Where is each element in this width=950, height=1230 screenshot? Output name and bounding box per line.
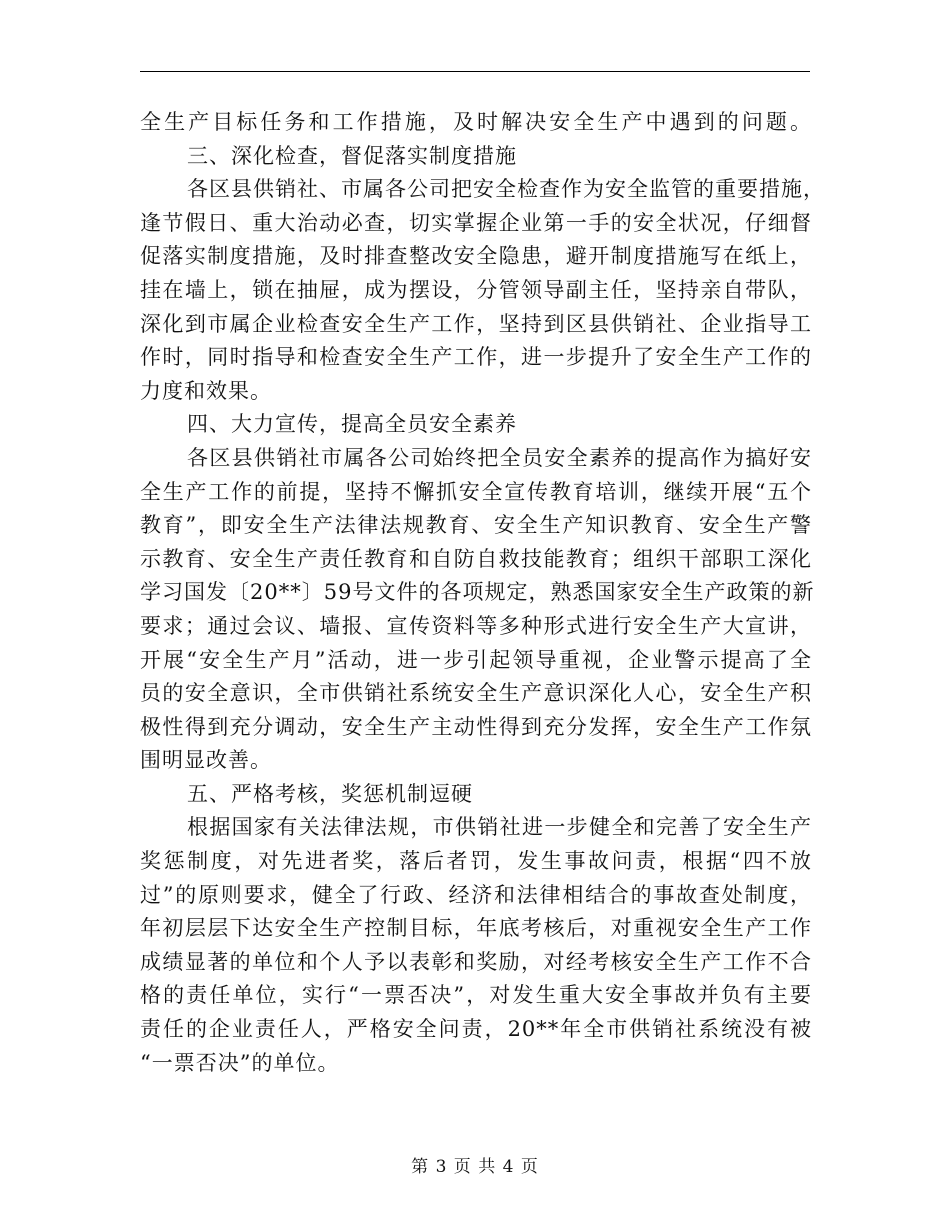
paragraph-line: 作时，同时指导和检查安全生产工作，进一步提升了安全生产工作的 <box>140 345 812 370</box>
paragraph-line: 成绩显著的单位和个人予以表彰和奖励，对经考核安全生产工作不合 <box>140 949 812 974</box>
paragraph-line: 全生产工作的前提，坚持不懈抓安全宣传教育培训，继续开展“五个 <box>140 479 812 504</box>
page-number: 第 3 页 共 4 页 <box>411 1157 539 1177</box>
paragraph-line: 员的安全意识，全市供销社系统安全生产意识深化人心，安全生产积 <box>140 681 812 706</box>
section-heading: 五、严格考核，奖惩机制逗硬 <box>187 781 473 806</box>
paragraph-line: 过”的原则要求，健全了行政、经济和法律相结合的事故查处制度， <box>140 882 812 907</box>
paragraph-line: 逢节假日、重大治动必查，切实掌握企业第一手的安全状况，仔细督 <box>140 210 812 235</box>
paragraph-line: 促落实制度措施，及时排查整改安全隐患，避开制度措施写在纸上， <box>140 244 812 269</box>
section-heading: 四、大力宣传，提高全员安全素养 <box>187 412 517 437</box>
paragraph-line: 围明显改善。 <box>140 748 272 773</box>
paragraph-line: 力度和效果。 <box>140 378 272 403</box>
paragraph-line: “一票否决”的单位。 <box>140 1050 340 1075</box>
paragraph-line: 年初层层下达安全生产控制目标，年底考核后，对重视安全生产工作 <box>140 916 812 941</box>
paragraph-line: 学习国发〔20**〕59号文件的各项规定，熟悉国家安全生产政策的新 <box>140 580 815 605</box>
paragraph-line: 开展“安全生产月”活动，进一步引起领导重视，企业警示提高了全 <box>140 647 812 672</box>
paragraph-line: 格的责任单位，实行“一票否决”，对发生重大安全事故并负有主要 <box>140 983 812 1008</box>
header-rule <box>140 71 810 72</box>
paragraph-line: 各区县供销社市属各公司始终把全员安全素养的提高作为搞好安 <box>187 445 812 470</box>
paragraph-line: 责任的企业责任人，严格安全问责，20**年全市供销社系统没有被 <box>140 1017 812 1042</box>
paragraph-line: 教育”，即安全生产法律法规教育、安全生产知识教育、安全生产警 <box>140 513 812 538</box>
paragraph-line: 根据国家有关法律法规，市供销社进一步健全和完善了安全生产 <box>187 815 812 840</box>
document-body <box>140 106 825 1080</box>
paragraph-line: 深化到市属企业检查安全生产工作，坚持到区县供销社、企业指导工 <box>140 311 812 336</box>
paragraph-line: 挂在墙上，锁在抽屉，成为摆设，分管领导副主任，坚持亲自带队， <box>140 277 812 302</box>
paragraph-line: 全生产目标任务和工作措施，及时解决安全生产中遇到的问题。 <box>140 110 812 134</box>
paragraph-line: 奖惩制度，对先进者奖，落后者罚，发生事故问责，根据“四不放 <box>140 849 812 874</box>
section-heading: 三、深化检查，督促落实制度措施 <box>187 143 517 168</box>
paragraph-line: 极性得到充分调动，安全生产主动性得到充分发挥，安全生产工作氛 <box>140 714 812 739</box>
paragraph-line: 要求；通过会议、墙报、宣传资料等多种形式进行安全生产大宣讲， <box>140 613 812 638</box>
paragraph-line: 示教育、安全生产责任教育和自防自救技能教育；组织干部职工深化 <box>140 546 812 571</box>
paragraph-line: 各区县供销社、市属各公司把安全检查作为安全监管的重要措施， <box>187 177 825 202</box>
